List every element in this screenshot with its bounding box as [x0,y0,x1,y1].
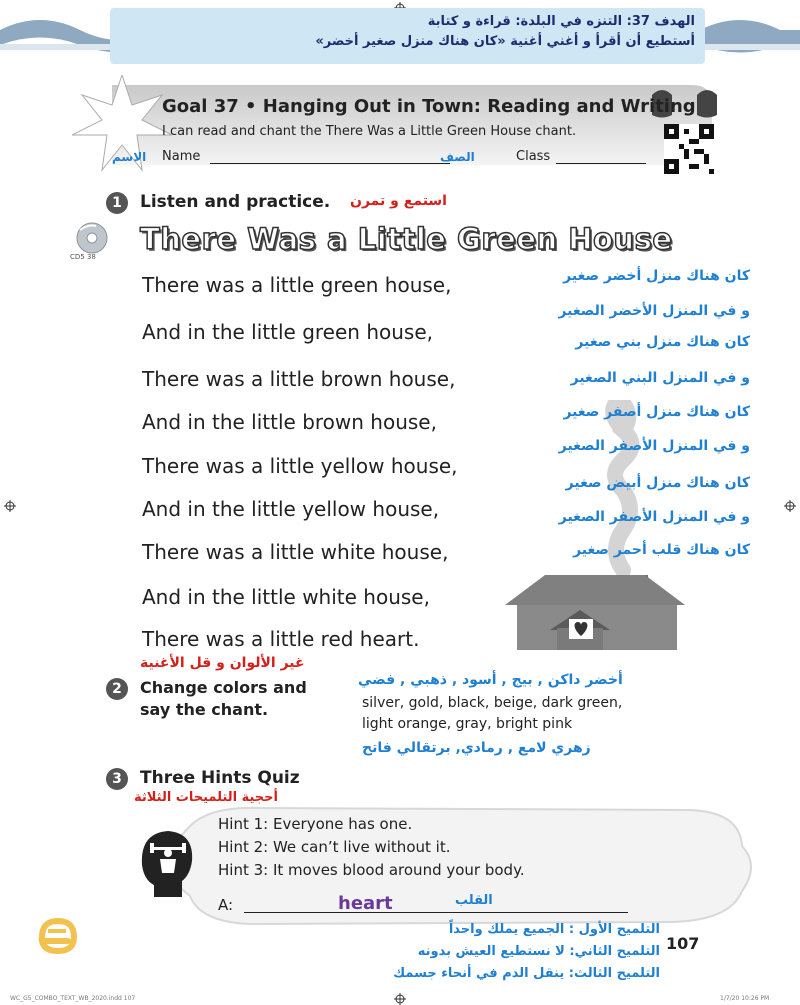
name-label-arabic: الاسم [112,150,147,164]
section-number-1: 1 [106,192,128,214]
hint-2: Hint 2: We can’t live without it. [218,838,451,856]
class-label-arabic: الصف [440,150,475,164]
colors-english-line2: light orange, gray, bright pink [362,716,573,732]
translation-line-2: و في المنزل الأخضر الصغير [558,303,750,319]
chant-line-1: There was a little green house, [142,273,452,297]
publisher-logo-icon [34,915,80,955]
hint-1: Hint 1: Everyone has one. [218,815,413,833]
arabic-goal-header [110,8,705,64]
registration-mark-icon [394,993,406,1005]
translation-line-1: كان هناك منزل أخضر صغير [563,268,750,284]
chant-line-9: There was a little red heart. [142,627,420,651]
class-label: Class [516,149,551,164]
name-label: Name [162,149,201,164]
print-footer-left: WC_G5_COMBO_TEXT_WB_2020.indd 107 [10,995,136,1002]
chant-line-6: And in the little yellow house, [142,497,440,521]
answer-text-arabic: القلب [455,893,493,908]
chant-line-2: And in the little green house, [142,320,433,344]
hint-3-arabic: التلميح الثالث: ينقل الدم في أنحاء جسمك [393,966,660,981]
chant-line-4: And in the little brown house, [142,410,437,434]
class-field[interactable] [556,163,646,164]
chant-line-7: There was a little white house, [142,540,449,564]
hint-3: Hint 3: It moves blood around your body. [218,861,525,879]
goal-title: Goal 37 • Hanging Out in Town: Reading and Writing [162,96,696,117]
hint-1-arabic: التلميح الأول : الجميع يملك واحداً [448,922,660,937]
qr-code-icon[interactable] [664,124,714,174]
strongman-head-icon [130,825,200,900]
page-number: 107 [666,934,700,953]
section2-title-line1: Change colors and [140,678,307,697]
chant-line-8: And in the little white house, [142,585,430,609]
translation-line-8: و في المنزل الأصفر الصغير [558,509,750,525]
section-number-2: 2 [106,678,128,700]
cd-track-label: CD5 38 [70,253,96,261]
answer-text: heart [338,893,393,914]
answer-label: A: [218,896,234,914]
registration-mark-icon [784,500,796,512]
section3-title-arabic: أحجية التلميحات الثلاثة [134,790,279,805]
section2-title-arabic: غير الألوان و قل الأغنية [140,655,305,671]
colors-english-line1: silver, gold, black, beige, dark green, [362,695,623,711]
hint-2-arabic: التلميح الثاني: لا نستطيع العيش بدونه [417,944,660,959]
arabic-goal-line2: أستطيع أن أقرأ و أغني أغنية «كان هناك منزل صغير أخضر» [315,34,695,49]
arabic-goal-line1: الهدف 37: التنزه في البلدة: قراءة و كتابة [427,14,695,29]
registration-mark-icon [4,500,16,512]
translation-line-4: و في المنزل البني الصغير [570,370,750,386]
colors-arabic-line1: أخضر داكن , بيج , أسود , ذهبي , فضي [358,672,623,688]
translation-line-7: كان هناك منزل أبيض صغير [565,475,750,491]
print-footer-right: 1/7/20 10:26 PM [720,995,770,1002]
chant-line-3: There was a little brown house, [142,367,456,391]
chant-line-5: There was a little yellow house, [142,454,458,478]
section2-title-line2: say the chant. [140,700,269,719]
goal-subtitle: I can read and chant the There Was a Little Green House chant. [162,124,577,139]
translation-line-9: كان هناك قلب أحمر صغير [573,542,750,558]
translation-line-6: و في المنزل الأصفر الصغير [558,438,750,454]
section1-title-arabic: استمع و تمرن [350,193,447,209]
section1-title: Listen and practice. [140,192,331,212]
section3-title: Three Hints Quiz [140,768,300,788]
answer-field[interactable] [244,912,628,913]
colors-arabic-line2: زهري لامع , رمادي, برتقالي فاتح [362,740,591,756]
translation-line-5: كان هناك منزل أصفر صغير [563,404,750,420]
translation-line-3: كان هناك منزل بني صغير [575,334,750,350]
name-field[interactable] [210,163,450,164]
section-number-3: 3 [106,768,128,790]
song-title: There Was a Little Green House [140,222,673,256]
